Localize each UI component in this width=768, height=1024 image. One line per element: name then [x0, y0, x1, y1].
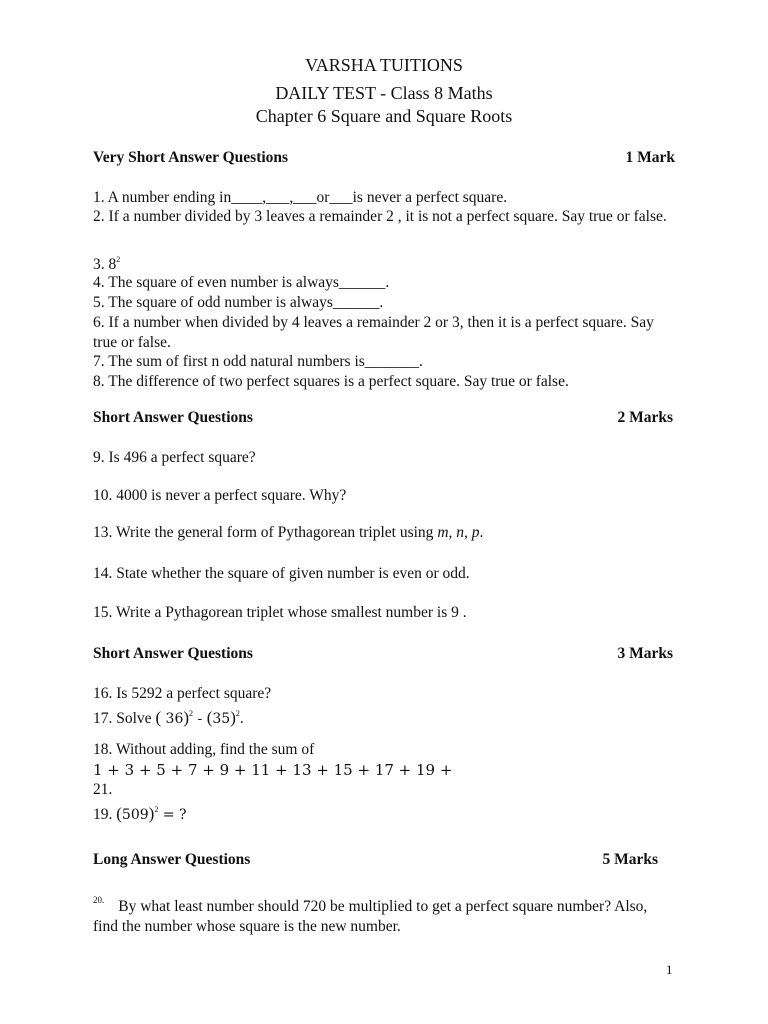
period: .	[239, 710, 244, 727]
question-18-line-2: 1 + 3 + 5 + 7 + 9 + 11 + 13 + 15 + 17 + 19 +	[93, 761, 453, 779]
question-3-text: 3. 8	[93, 256, 117, 273]
question-7: 7. The sum of first n odd natural numbers is_______.	[93, 353, 423, 370]
variable-m: m	[437, 524, 449, 541]
section-heading: Very Short Answer Questions	[93, 149, 289, 166]
exponent: 2	[189, 709, 194, 718]
question-3	[93, 255, 120, 275]
section-heading: Long Answer Questions	[93, 851, 251, 868]
question-6: 6. If a number when divided by 4 leaves a remainder 2 or 3, then it is a perfect square. Say true or false.	[93, 314, 654, 351]
question-13-text: 13. Write the general form of Pythagorean triplet using	[93, 524, 438, 541]
question-18-line-3: 21.	[93, 781, 113, 798]
section-marks: 3 Marks	[617, 645, 673, 662]
section-marks: 2 Marks	[617, 409, 673, 426]
section-marks: 5 Marks	[602, 851, 658, 868]
exponent: 2	[235, 709, 240, 718]
question-17-text: 17. Solve	[93, 710, 156, 727]
question-number: 20.	[93, 895, 105, 905]
math-term: 35	[212, 711, 231, 727]
section-heading: Short Answer Questions	[93, 645, 253, 662]
section-heading: Short Answer Questions	[93, 409, 253, 426]
question-18-line-1: 18. Without adding, find the sum of	[93, 741, 315, 758]
question-9: 9. Is 496 a perfect square?	[93, 449, 256, 466]
question-1: 1. A number ending in____,___,___or___is never a perfect square.	[93, 189, 508, 206]
variable-n: n	[456, 524, 465, 541]
separator: ,	[448, 524, 457, 541]
minus-sign: -	[193, 711, 207, 727]
question-2: 2. If a number divided by 3 leaves a remainder 2 , it is not a perfect square. Say true or false.	[93, 208, 667, 225]
question-10: 10. 4000 is never a perfect square. Why?	[93, 487, 347, 504]
question-5: 5. The square of odd number is always______.	[93, 294, 384, 311]
question-13	[93, 523, 483, 543]
open-paren: (	[155, 708, 162, 727]
question-8: 8. The difference of two perfect squares is a perfect square. Say true or false.	[93, 373, 569, 390]
page-number: 1	[666, 962, 673, 977]
close-paren: )	[183, 708, 190, 727]
question-16: 16. Is 5292 a perfect square?	[93, 685, 272, 702]
variable-p: p	[471, 524, 480, 541]
open-paren: (	[116, 804, 122, 823]
period: .	[479, 524, 484, 541]
chapter-title: Chapter 6 Square and Square Roots	[255, 106, 513, 126]
question-4: 4. The square of even number is always______.	[93, 274, 390, 291]
question-19-text: 19.	[93, 806, 117, 823]
question-14: 14. State whether the square of given number is even or odd.	[93, 565, 470, 582]
close-paren: )	[148, 804, 155, 823]
section-marks: 1 Mark	[625, 149, 675, 166]
exponent: 2	[154, 805, 159, 814]
exponent: 2	[116, 255, 121, 264]
question-15: 15. Write a Pythagorean triplet whose smallest number is 9 .	[93, 604, 467, 621]
question-19	[93, 804, 186, 825]
math-term: 509	[121, 807, 149, 823]
equals-question: = ?	[158, 807, 187, 823]
open-paren: (	[206, 708, 213, 727]
math-term: 36	[161, 711, 184, 727]
question-20-text: By what least number should 720 be multiplied to get a perfect square number? Also, find the number whose square is the new number.	[93, 898, 648, 935]
close-paren: )	[230, 708, 236, 727]
question-20	[93, 890, 653, 937]
test-title: DAILY TEST - Class 8 Maths	[275, 83, 493, 103]
separator: ,	[464, 524, 472, 541]
school-title: VARSHA TUITIONS	[305, 55, 463, 75]
question-17	[93, 708, 244, 729]
